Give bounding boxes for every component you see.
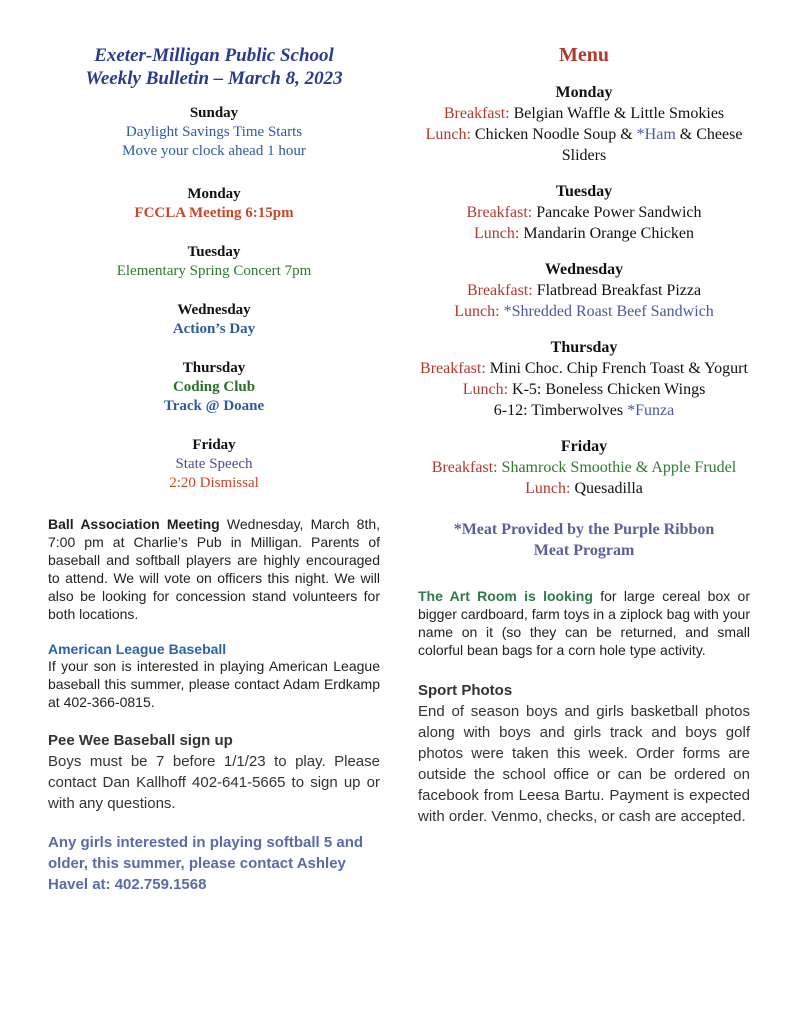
monday-event-1: FCCLA Meeting 6:15pm bbox=[134, 205, 294, 221]
day-sunday: Sunday bbox=[189, 105, 239, 121]
friday-event-2: 2:20 Dismissal bbox=[169, 475, 259, 491]
art-room-text: for large cereal box or bigger cardboard, farm toys in a ziplock bag with your name on it (so they can be returned, and small colorful bean bags for a corn hole type activity. bbox=[418, 588, 750, 658]
bulletin-title-line1: Exeter-Milligan Public School bbox=[94, 45, 334, 66]
thursday-breakfast bbox=[418, 358, 750, 379]
friday-breakfast-item: Shamrock Smoothie & Apple Frudel bbox=[501, 459, 737, 476]
pee-wee-text: Boys must be 7 before 1/1/23 to play. Please contact Dan Kallhoff 402-641-5665 to sign up or with any questions. bbox=[48, 753, 380, 812]
monday-breakfast bbox=[418, 103, 750, 124]
wednesday-breakfast-item: Flatbread Breakfast Pizza bbox=[536, 282, 702, 299]
day-wednesday: Wednesday bbox=[177, 302, 251, 318]
thursday-lunch-2 bbox=[418, 400, 750, 421]
american-league bbox=[48, 641, 380, 711]
tuesday-lunch bbox=[418, 223, 750, 244]
ball-association-text: Wednesday, March 8th, 7:00 pm at Charlie’s Pub in Milligan. Parents of baseball and softball players are highly encouraged to attend. We will vote on officers this night. We will also be looking for concession stand volunteers for both locations. bbox=[48, 516, 381, 622]
sport-photos-heading: Sport Photos bbox=[418, 682, 513, 699]
menu-tuesday bbox=[418, 182, 750, 244]
thursday-lunch-a: K-5: Boneless Chicken Wings bbox=[512, 381, 706, 398]
friday-event-1: State Speech bbox=[175, 456, 253, 472]
tuesday-breakfast bbox=[418, 202, 750, 223]
art-room bbox=[418, 587, 750, 659]
friday-lunch bbox=[418, 478, 750, 499]
schedule bbox=[48, 104, 380, 493]
menu-friday bbox=[418, 437, 750, 499]
sport-photos-text: End of season boys and girls basketball photos along with boys and girls track and boys golf photos were taken this week. Order forms are outside the school office or can be ordered on facebook from Leesa Bartu. Payment is expected with order. Venmo, checks, or cash are accepted. bbox=[418, 703, 750, 825]
tuesday-breakfast-item: Pancake Power Sandwich bbox=[536, 204, 702, 221]
tuesday-event-1: Elementary Spring Concert 7pm bbox=[116, 263, 312, 279]
softball-notice: Any girls interested in playing softball 5 and older, this summer, please contact Ashley Havel at: 402.759.1568 bbox=[48, 834, 364, 893]
menu-thursday bbox=[418, 338, 750, 421]
sport-photos bbox=[418, 681, 750, 827]
friday-breakfast bbox=[418, 457, 750, 478]
monday-lunch-c: & Cheese Sliders bbox=[561, 126, 743, 164]
thursday-lunch bbox=[418, 379, 750, 400]
breakfast-label: Breakfast: bbox=[466, 282, 533, 299]
monday-breakfast-item: Belgian Waffle & Little Smokies bbox=[513, 105, 725, 122]
breakfast-label: Breakfast: bbox=[443, 105, 510, 122]
art-room-heading: The Art Room is looking bbox=[418, 588, 593, 604]
breakfast-label: Breakfast: bbox=[431, 459, 498, 476]
american-league-text: If your son is interested in playing American League baseball this summer, please contact Adam Erdkamp at 402-366-0815. bbox=[48, 658, 380, 710]
wednesday-lunch bbox=[418, 301, 750, 322]
thursday-event-2: Track @ Doane bbox=[163, 398, 265, 414]
thursday-event-1: Coding Club bbox=[172, 379, 256, 395]
day-friday: Friday bbox=[192, 437, 236, 453]
menu-title: Menu bbox=[559, 44, 609, 66]
sunday-event-1: Daylight Savings Time Starts bbox=[125, 124, 303, 140]
lunch-label: Lunch: bbox=[462, 381, 509, 398]
day-monday: Monday bbox=[187, 186, 241, 202]
lunch-label: Lunch: bbox=[474, 225, 520, 242]
thursday-lunch-c: *Funza bbox=[627, 402, 675, 419]
wednesday-breakfast bbox=[418, 280, 750, 301]
meat-program-note: *Meat Provided by the Purple Ribbon Meat Program bbox=[453, 521, 715, 559]
monday-lunch-b: *Ham bbox=[636, 126, 676, 143]
thursday-lunch-b: 6-12: Timberwolves bbox=[493, 402, 624, 419]
lunch-label: Lunch: bbox=[425, 126, 471, 143]
friday-lunch-item: Quesadilla bbox=[574, 480, 643, 497]
sunday-event-2: Move your clock ahead 1 hour bbox=[122, 143, 306, 159]
wednesday-lunch-item: *Shredded Roast Beef Sandwich bbox=[503, 303, 714, 320]
breakfast-label: Breakfast: bbox=[420, 360, 486, 377]
american-league-heading: American League Baseball bbox=[48, 641, 227, 657]
menu-day-friday: Friday bbox=[560, 438, 608, 455]
wednesday-event-1: Action’s Day bbox=[172, 321, 256, 337]
menu-day-wednesday: Wednesday bbox=[544, 261, 624, 278]
ball-association bbox=[48, 515, 380, 623]
bulletin-title bbox=[48, 44, 380, 90]
ball-association-heading: Ball Association Meeting bbox=[48, 516, 220, 532]
menu-wednesday bbox=[418, 260, 750, 322]
menu-day-tuesday: Tuesday bbox=[555, 183, 613, 200]
day-thursday: Thursday bbox=[182, 360, 246, 376]
bulletin-title-line2: Weekly Bulletin – March 8, 2023 bbox=[85, 68, 343, 89]
monday-lunch-a: Chicken Noodle Soup & bbox=[474, 126, 633, 143]
pee-wee-heading: Pee Wee Baseball sign up bbox=[48, 732, 233, 749]
lunch-label: Lunch: bbox=[454, 303, 500, 320]
menu-day-thursday: Thursday bbox=[550, 339, 618, 356]
thursday-breakfast-item: Mini Choc. Chip French Toast & Yogurt bbox=[489, 360, 748, 377]
left-column bbox=[48, 44, 380, 895]
right-column bbox=[418, 44, 750, 827]
lunch-label: Lunch: bbox=[525, 480, 571, 497]
breakfast-label: Breakfast: bbox=[466, 204, 533, 221]
pee-wee bbox=[48, 731, 380, 814]
menu-day-monday: Monday bbox=[555, 84, 613, 101]
day-tuesday: Tuesday bbox=[187, 244, 241, 260]
menu-monday bbox=[418, 83, 750, 166]
tuesday-lunch-item: Mandarin Orange Chicken bbox=[523, 225, 694, 242]
monday-lunch bbox=[418, 124, 750, 166]
